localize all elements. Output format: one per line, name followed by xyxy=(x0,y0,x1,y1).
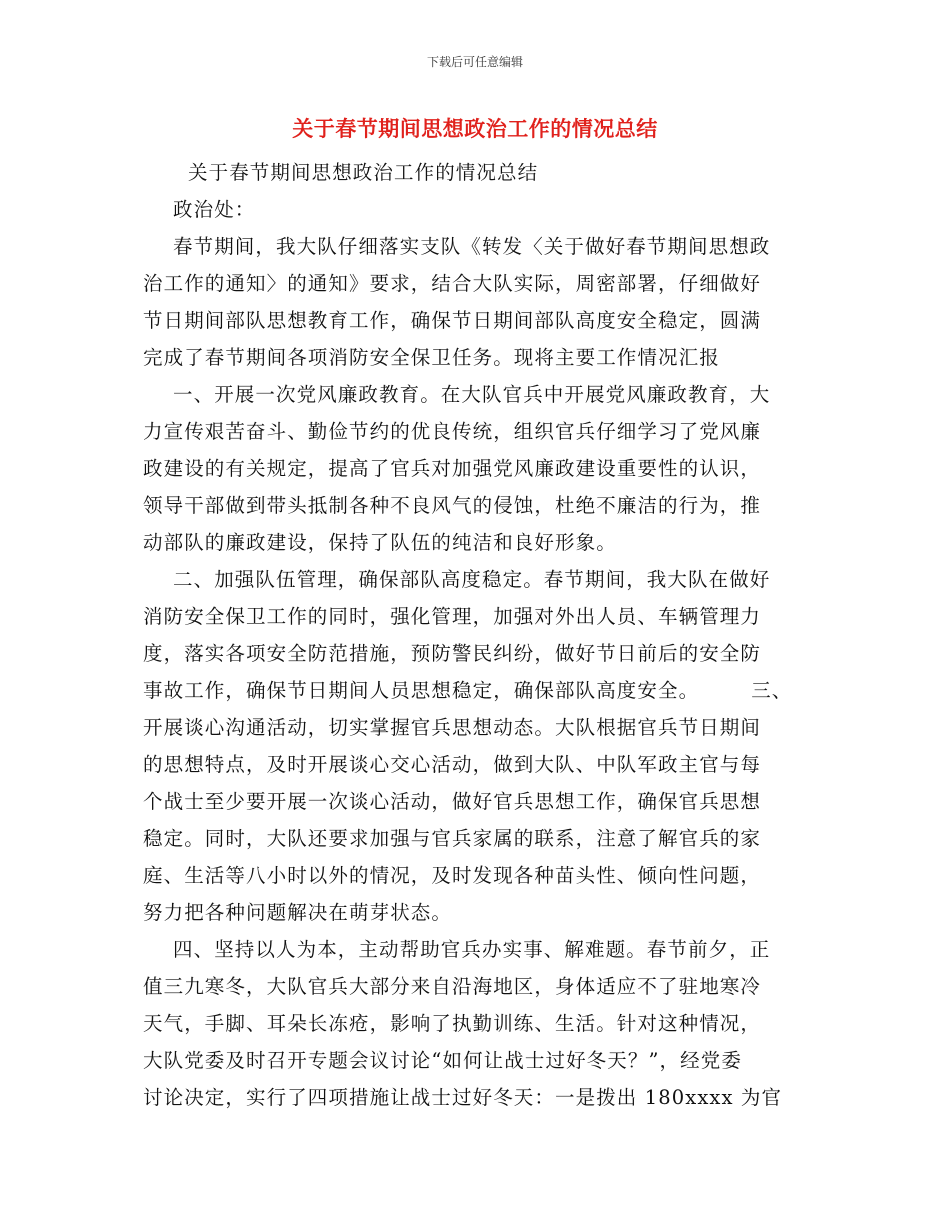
paragraph-3-line: 庭、生活等八小时以外的情况，及时发现各种苗头性、倾向性问题， xyxy=(143,864,762,887)
paragraph-intro-line: 节日期间部队思想教育工作，确保节日期间部队高度安全稳定，圆满 xyxy=(143,309,762,332)
paragraph-1-line: 政建设的有关规定，提高了官兵对加强党风廉政建设重要性的认识， xyxy=(143,457,762,480)
document-title: 关于春节期间思想政治工作的情况总结 xyxy=(292,117,658,141)
paragraph-intro-line: 治工作的通知〉的通知》要求，结合大队实际，周密部署，仔细做好 xyxy=(143,272,762,295)
paragraph-intro-line: 春节期间，我大队仔细落实支队《转发〈关于做好春节期间思想政 xyxy=(173,235,771,258)
paragraph-3-line: 稳定。同时，大队还要求加强与官兵家属的联系，注意了解官兵的家 xyxy=(143,827,762,850)
salutation: 政治处： xyxy=(173,198,256,221)
paragraph-4-line: 四、坚持以人为本，主动帮助官兵办实事、解难题。春节前夕，正 xyxy=(173,938,771,961)
paragraph-1-line: 力宣传艰苦奋斗、勤俭节约的优良传统，组织官兵仔细学习了党风廉 xyxy=(143,420,762,443)
paragraph-1-line: 领导干部做到带头抵制各种不良风气的侵蚀，杜绝不廉洁的行为，推 xyxy=(143,494,762,517)
paragraph-1-line: 一、开展一次党风廉政教育。在大队官兵中开展党风廉政教育，大 xyxy=(173,383,771,406)
paragraph-3-line: 开展谈心沟通活动，切实掌握官兵思想动态。大队根据官兵节日期间 xyxy=(143,716,762,739)
document-body xyxy=(143,154,807,1116)
paragraph-3-line: 个战士至少要开展一次谈心活动，做好官兵思想工作，确保官兵思想 xyxy=(143,790,762,813)
paragraph-3-line: 努力把各种问题解决在萌芽状态。 xyxy=(143,901,453,924)
paragraph-2-line: 二、加强队伍管理，确保部队高度稳定。春节期间，我大队在做好 xyxy=(173,568,771,591)
paragraph-4-line: 讨论决定，实行了四项措施让战士过好冬天：一是拨出 180xxxx 为官 xyxy=(143,1086,783,1109)
paragraph-4-line: 大队党委及时召开专题会议讨论“如何让战士过好冬天？”，经党委 xyxy=(143,1049,742,1072)
paragraph-4-line: 天气，手脚、耳朵长冻疮，影响了执勤训练、生活。针对这种情况， xyxy=(143,1012,762,1035)
paragraph-3-line: 的思想特点，及时开展谈心交心活动，做到大队、中队军政主官与每 xyxy=(143,753,762,776)
body-subtitle: 关于春节期间思想政治工作的情况总结 xyxy=(188,161,539,184)
paragraph-intro-line: 完成了春节期间各项消防安全保卫任务。现将主要工作情况汇报 xyxy=(143,346,720,369)
paragraph-2-line: 度，落实各项安全防范措施，预防警民纠纷，做好节日前后的安全防 xyxy=(143,642,762,665)
paragraph-2-text: 事故工作，确保节日期间人员思想稳定，确保部队高度安全。 xyxy=(143,679,700,702)
paragraph-4-line: 值三九寒冬，大队官兵大部分来自沿海地区，身体适应不了驻地寒冷 xyxy=(143,975,762,998)
paragraph-2-line: 消防安全保卫工作的同时，强化管理，加强对外出人员、车辆管理力 xyxy=(143,605,762,628)
paragraph-1-line: 动部队的廉政建设，保持了队伍的纯洁和良好形象。 xyxy=(143,531,617,554)
paragraph-2-line xyxy=(143,672,807,709)
page-header-note: 下载后可任意编辑 xyxy=(426,55,523,69)
paragraph-3-number: 三、 xyxy=(751,679,793,702)
